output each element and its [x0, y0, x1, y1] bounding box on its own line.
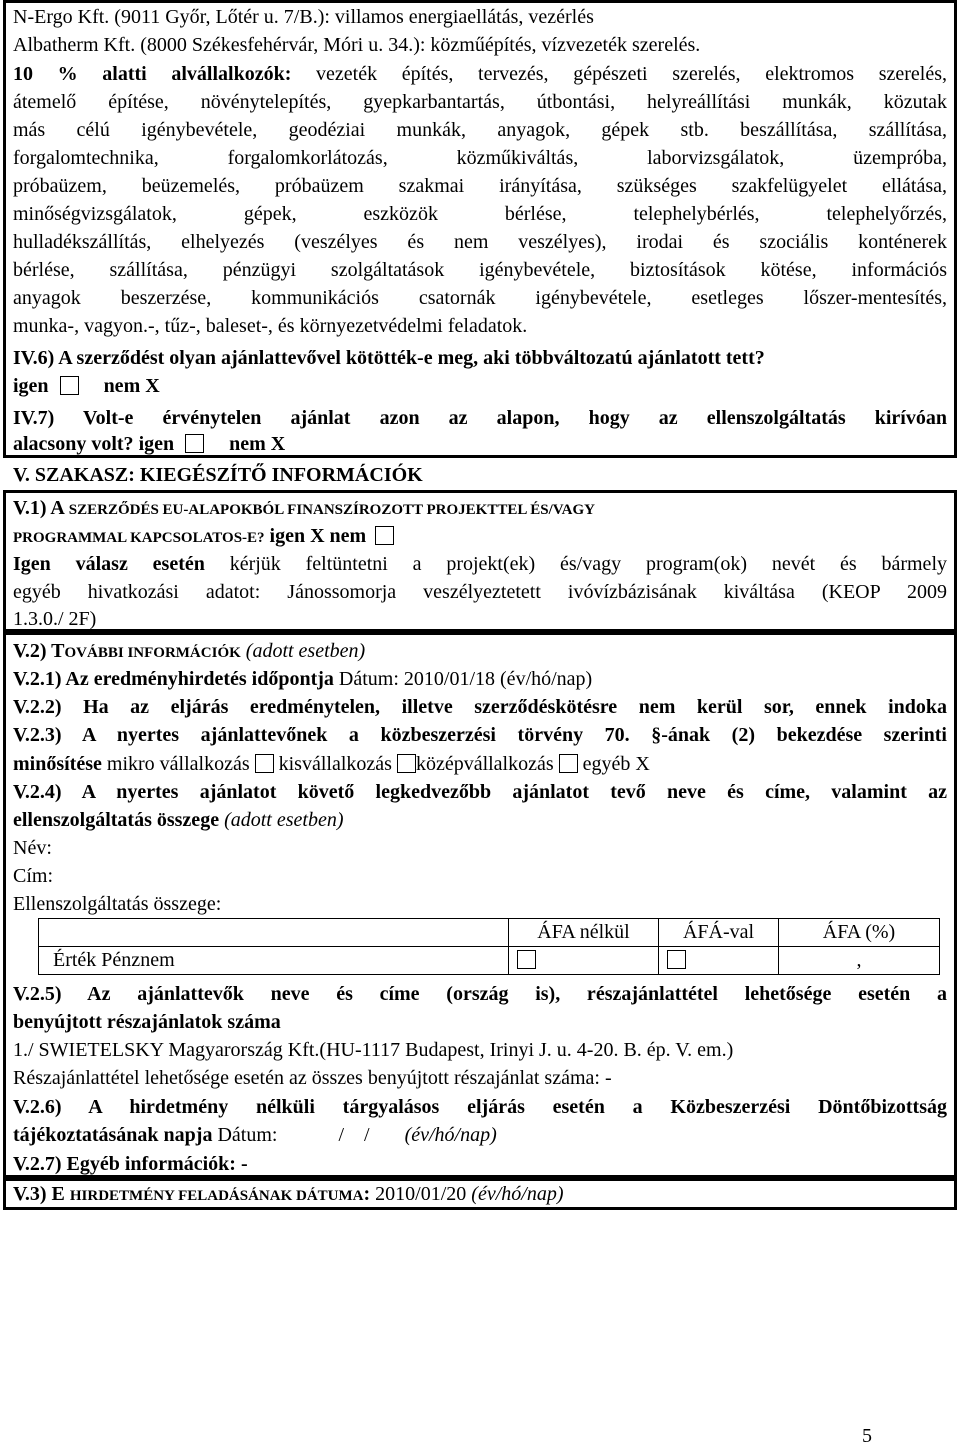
v1-nem-checkbox[interactable] — [375, 526, 394, 545]
minor-subcontractors-line: minőségvizsgálatok, gépek, eszközök bérlése, telephelybérlés, telephelyőrzés, — [13, 203, 947, 225]
v26-label: tájékoztatásának napja — [13, 1124, 213, 1146]
afa-val-checkbox[interactable] — [667, 950, 686, 969]
iv7-question-line1: IV.7) Volt-e érvénytelen ajánlat azon az alapon, hogy az ellenszolgáltatás kirívóan — [13, 407, 947, 429]
v23-mikro-label: mikro vállalkozás — [101, 753, 255, 775]
iv7-nem-label: nem X — [229, 433, 286, 455]
v24-label: ellenszolgáltatás összege — [13, 809, 220, 831]
v1-answer: igen X nem — [264, 525, 367, 547]
v1-detail-text: kérjük feltüntetni a projekt(ek) és/vagy program(ok) nevét és bármely — [204, 553, 947, 575]
v24-address-label: Cím: — [13, 865, 54, 887]
v26-line2 — [13, 1121, 947, 1149]
value-table-row — [39, 947, 940, 975]
v23-line2 — [13, 750, 947, 778]
v23-label: minősítése — [13, 753, 102, 775]
value-table — [38, 918, 940, 975]
afa-nelkul-checkbox[interactable] — [517, 950, 536, 969]
minor-subcontractors-line: más célú igénybevétele, geodéziai munkák, anyagok, gépek stb. beszállítása, szállítása, — [13, 119, 947, 141]
page-number: 5 — [862, 1425, 872, 1447]
v24-amount-label: Ellenszolgáltatás összege: — [13, 893, 222, 915]
v22-line: V.2.2) Ha az eljárás eredménytelen, illetve szerződéskötésre nem kerül sor, ennek indoka — [13, 696, 947, 718]
v2-heading — [13, 637, 947, 667]
v1-prefix: V.1) A — [13, 497, 64, 519]
iv6-nem-label: nem X — [103, 375, 160, 397]
minor-subcontractors-line: átemelő építése, növénytelepítés, gyepkarbantartás, útbontási, helyreállítási munkák, közutak — [13, 91, 947, 113]
minor-subcontractors-line: anyagok beszerzése, kommunikációs csatornák igénybevétele, esetleges lőszer-mentesítés, — [13, 287, 947, 309]
v1-question-line1 — [13, 494, 947, 524]
v25-line1: V.2.5) Az ajánlattevők neve és címe (ország is), részajánlattétel lehetősége esetén a — [13, 983, 947, 1005]
v24-line2 — [13, 806, 947, 834]
v26-date-slashes: / / — [338, 1124, 370, 1146]
subcontractor-line-1: N-Ergo Kft. (9011 Győr, Lőtér u. 7/B.): villamos energiaellátás, vezérlés — [13, 6, 594, 28]
afa-pct-value: , — [856, 949, 862, 971]
minor-subcontractors-lead — [13, 60, 947, 88]
v1-detail-line3: 1.3.0./ 2F) — [13, 608, 97, 630]
v3-prefix: V.3) E — [13, 1183, 65, 1205]
afa-nelkul-header: ÁFA nélkül — [509, 919, 659, 947]
iv7-question-line2 — [13, 430, 947, 458]
subcontractor-line-2: Albatherm Kft. (8000 Székesfehérvár, Móri u. 34.): közműépítés, vízvezeték szerelés. — [13, 34, 701, 56]
v1-question-caps: SZERZŐDÉS EU-ALAPOKBÓL FINANSZÍROZOTT PROJEKTTEL ÉS/VAGY — [68, 502, 596, 518]
v1-question-caps2: PROGRAMMAL KAPCSOLATOS-E? — [13, 530, 265, 546]
v1-detail-line2: egyéb hivatkozási adatot: Jánossomorja veszélyeztetett ivóvízbázisának kiváltása (KEOP 2009 — [13, 581, 947, 603]
minor-subcontractors-label: 10 % alatti alvállalkozók: — [13, 63, 292, 85]
v23-kis-label: kisvállalkozás — [273, 753, 397, 775]
minor-subcontractors-line: hulladékszállítás, elhelyezés (veszélyes és nem veszélyes), irodai és szociális konténerek — [13, 231, 947, 253]
v2-prefix: V.2) T — [13, 640, 65, 662]
v1-igen-lead: Igen válasz esetén — [13, 553, 205, 575]
v27-line: V.2.7) Egyéb információk: - — [13, 1153, 248, 1175]
v25-bidder-entry: 1./ SWIETELSKY Magyarország Kft.(HU-1117 Budapest, Irinyi J. u. 4-20. B. ép. V. em.) — [13, 1039, 734, 1061]
v23-line1: V.2.3) A nyertes ajánlattevőnek a közbeszerzési törvény 70. §-ának (2) bekezdése szerinti — [13, 724, 947, 746]
iv6-igen-checkbox[interactable] — [60, 376, 79, 395]
v23-mikro-checkbox[interactable] — [255, 754, 274, 773]
v23-kis-checkbox[interactable] — [397, 754, 416, 773]
v3-caps: HIRDETMÉNY FELADÁSÁNAK DÁTUMA — [69, 1188, 364, 1204]
v23-kozep-label: középvállalkozás — [415, 753, 559, 775]
v24-line1: V.2.4) A nyertes ajánlatot követő legkedvezőbb ajánlatot tevő neve és címe, valamint az — [13, 781, 947, 803]
iv7-igen-checkbox[interactable] — [185, 434, 204, 453]
v24-note: (adott esetben) — [219, 809, 344, 831]
v21-line — [13, 665, 947, 693]
minor-subcontractors-line: bérlése, szállítása, pénzügyi szolgáltatások igénybevétele, biztosítások kötése, információs — [13, 259, 947, 281]
iv6-question: IV.6) A szerződést olyan ajánlattevővel kötötték-e meg, aki többváltozatú ajánlatott tett? — [13, 347, 765, 369]
v1-detail-line1 — [13, 550, 947, 578]
minor-subcontractors-text: vezeték építés, tervezés, gépészeti szerelés, elektromos szerelés, — [291, 63, 947, 85]
value-currency-label — [39, 947, 509, 975]
iv7-igen-label: igen — [138, 433, 175, 455]
minor-subcontractors-line: próbaüzem, beüzemelés, próbaüzem szakmai irányítása, szükséges szakfelügyelet ellátása, — [13, 175, 947, 197]
v24-name-label: Név: — [13, 837, 52, 859]
v3-date: 2010/01/20 — [370, 1183, 467, 1205]
iv6-igen-label: igen — [13, 375, 49, 397]
afa-val-header: ÁFÁ-val — [659, 919, 779, 947]
v3-date-format: (év/hó/nap) — [466, 1183, 564, 1205]
v25-partial-count: Részajánlattétel lehetősége esetén az összes benyújtott részajánlat száma: - — [13, 1067, 612, 1089]
value-table-header-row — [39, 919, 940, 947]
minor-subcontractors-line: forgalomtechnika, forgalomkorlátozás, közműkiváltás, laborvizsgálatok, üzempróba, — [13, 147, 947, 169]
section-v-heading: V. SZAKASZ: KIEGÉSZÍTŐ INFORMÁCIÓK — [13, 464, 423, 486]
v3-colon: : — [363, 1183, 371, 1205]
v26-date-format: (év/hó/nap) — [404, 1124, 497, 1146]
v26-line1: V.2.6) A hirdetmény nélküli tárgyalásos eljárás esetén a Közbeszerzési Döntőbizottság — [13, 1096, 947, 1118]
v21-label: V.2.1) Az eredményhirdetés időpontja — [13, 668, 334, 690]
v21-value: Dátum: 2010/01/18 (év/hó/nap) — [333, 668, 593, 690]
v1-question-line2 — [13, 522, 947, 552]
v2-caps: OVÁBBI INFORMÁCIÓK — [64, 645, 241, 661]
v25-line2: benyújtott részajánlatok száma — [13, 1011, 281, 1033]
afa-pct-header: ÁFA (%) — [779, 919, 940, 947]
v23-kozep-checkbox[interactable] — [559, 754, 578, 773]
minor-subcontractors-last-line: munka-, vagyon.-, tűz-, baleset-, és környezetvédelmi feladatok. — [13, 315, 528, 337]
iv7-question-end: alacsony volt? — [13, 433, 134, 455]
value-currency-text: Érték Pénznem — [53, 949, 175, 971]
v26-date-label: Dátum: — [212, 1124, 278, 1146]
v3-line — [13, 1180, 947, 1210]
iv6-answer — [13, 372, 947, 400]
v2-note: (adott esetben) — [240, 640, 366, 662]
v23-egyeb-label: egyéb X — [577, 753, 650, 775]
